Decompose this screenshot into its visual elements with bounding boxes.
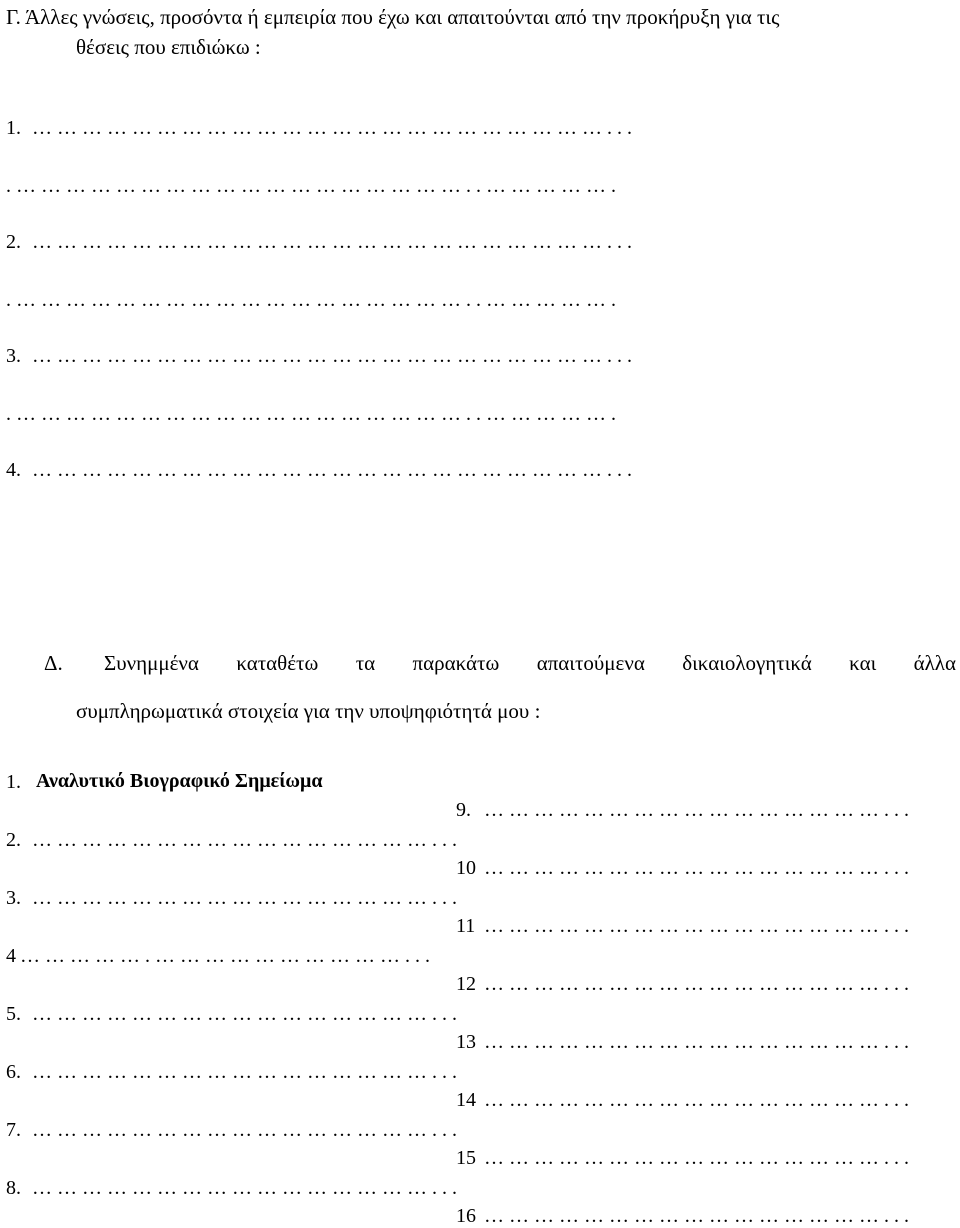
section-d-text-line1: Συνημμένα καταθέτω τα παρακάτω απαιτούμενα δικαιολογητικά και άλλα (104, 651, 956, 675)
section-g-item-number: 4. (6, 459, 21, 481)
section-g-item-line-continued[interactable]: .………………………………………………..……………. (6, 289, 621, 311)
attachment-dots[interactable]: …………………………………………... (484, 1205, 914, 1227)
attachment-number: 4 (6, 945, 16, 967)
section-g-item-line[interactable]: ……………………………………………………………... (32, 345, 637, 367)
section-g-item-line-continued[interactable]: .………………………………………………..……………. (6, 175, 621, 197)
attachment-number: 11 (456, 915, 476, 937)
section-g-item-line[interactable]: ……………………………………………………………... (32, 117, 637, 139)
attachment-dots[interactable]: …………………………………………... (32, 1003, 462, 1025)
attachment-number: 3. (6, 887, 21, 909)
attachment-dots[interactable]: …………………………………………... (484, 1147, 914, 1169)
attachment-number: 16 (456, 1205, 476, 1227)
attachment-dots[interactable]: …………………………………………... (32, 1119, 462, 1141)
section-g-item-number: 2. (6, 231, 21, 253)
section-d-letter: Δ. (44, 651, 63, 675)
attachment-number: 1. (6, 771, 21, 793)
attachment-number: 9. (456, 799, 471, 821)
attachment-cv-label: Αναλυτικό Βιογραφικό Σημείωμα (36, 770, 323, 792)
attachment-dots[interactable]: …………………………………………... (484, 973, 914, 995)
attachment-dots[interactable]: …………….…………………………... (20, 945, 435, 967)
attachment-dots[interactable]: …………………………………………... (484, 1089, 914, 1111)
section-g-item-line[interactable]: ……………………………………………………………... (32, 231, 637, 253)
attachment-number: 2. (6, 829, 21, 851)
attachment-number: 15 (456, 1147, 476, 1169)
attachment-dots[interactable]: …………………………………………... (484, 799, 914, 821)
attachment-number: 7. (6, 1119, 21, 1141)
section-g-item-line-continued[interactable]: .………………………………………………..……………. (6, 403, 621, 425)
section-g-item-line[interactable]: ……………………………………………………………... (32, 459, 637, 481)
attachment-number: 8. (6, 1177, 21, 1199)
section-g-heading-line1: Γ. Άλλες γνώσεις, προσόντα ή εμπειρία που έχω και απαιτούνται από την προκήρυξη για τις (6, 5, 780, 29)
section-d-text-line2: συμπληρωματικά στοιχεία για την υποψηφιότητά μου : (76, 699, 541, 723)
attachment-dots[interactable]: …………………………………………... (32, 829, 462, 851)
attachment-number: 12 (456, 973, 476, 995)
section-g-heading-line2: θέσεις που επιδιώκω : (76, 35, 261, 59)
attachment-dots[interactable]: …………………………………………... (32, 1061, 462, 1083)
attachment-number: 13 (456, 1031, 476, 1053)
attachment-dots[interactable]: …………………………………………... (484, 1031, 914, 1053)
section-g-item-number: 1. (6, 117, 21, 139)
attachment-number: 10 (456, 857, 476, 879)
attachment-dots[interactable]: …………………………………………... (484, 857, 914, 879)
attachment-dots[interactable]: …………………………………………... (32, 1177, 462, 1199)
attachment-number: 14 (456, 1089, 476, 1111)
attachment-dots[interactable]: …………………………………………... (32, 887, 462, 909)
section-g-item-number: 3. (6, 345, 21, 367)
attachment-number: 6. (6, 1061, 21, 1083)
attachment-dots[interactable]: …………………………………………... (484, 915, 914, 937)
attachment-number: 5. (6, 1003, 21, 1025)
